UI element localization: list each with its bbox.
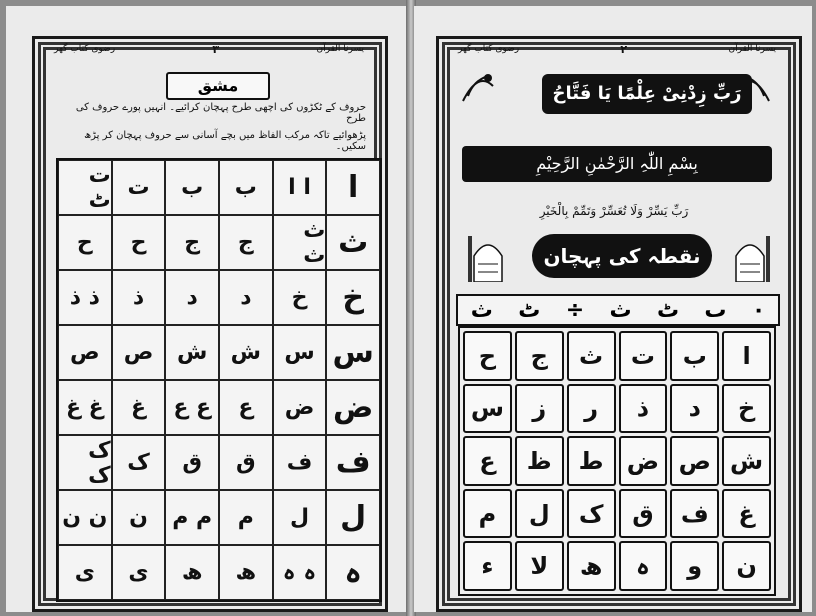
letter-cell: ش (722, 436, 771, 486)
right-page (414, 6, 812, 612)
letter-cell: ت (112, 160, 166, 215)
dots-strip (456, 294, 780, 326)
letter-cell: ث (567, 331, 616, 381)
mosque-dome-icon (734, 216, 774, 282)
dot-pattern: ÷ (565, 297, 585, 323)
letter-forms-grid (56, 158, 382, 602)
letter-cell: و (670, 541, 719, 591)
letter-cell: ن ن (58, 490, 112, 545)
letter-cell: ح (112, 215, 166, 270)
letter-cell: ص (112, 325, 166, 380)
letter-cell: ق (619, 489, 668, 539)
letter-cell: خ (722, 384, 771, 434)
section-title: نقطہ کی پہچان (532, 234, 712, 278)
letter-cell: ی (112, 545, 166, 600)
letter-cell: خ (326, 270, 380, 325)
page-number: ٣ (212, 42, 220, 56)
letter-cell: ذ ذ (58, 270, 112, 325)
letter-cell: ز (515, 384, 564, 434)
mosque-dome-icon (464, 216, 504, 282)
letter-cell: غ (112, 380, 166, 435)
letter-cell: ظ (515, 436, 564, 486)
instruction-line: حروف کے ٹکڑوں کی اچھی طرح پہچان کرائیے۔ انہیں پورے حروف کی طرح (75, 102, 366, 124)
letter-cell: ی (58, 545, 112, 600)
letter-cell: ض (326, 380, 380, 435)
letter-cell: ب (219, 160, 273, 215)
letter-cell: ث ث (273, 215, 327, 270)
letter-cell: ص (58, 325, 112, 380)
letter-cell: ا (722, 331, 771, 381)
letter-cell: ا ا (273, 160, 327, 215)
letter-cell: ل (515, 489, 564, 539)
header-left-text: رضوی کتاب گھر (54, 44, 116, 54)
letter-cell: ح (463, 331, 512, 381)
letter-cell: ع (463, 436, 512, 486)
letter-cell: ء (463, 541, 512, 591)
letter-cell: ل (326, 490, 380, 545)
left-page-header (54, 42, 364, 56)
letter-cell: ض (619, 436, 668, 486)
exercise-title: مشق (166, 72, 270, 100)
letter-cell: لا (515, 541, 564, 591)
letter-cell: د (165, 270, 219, 325)
letter-cell: ک (112, 435, 166, 490)
letter-cell: ث (326, 215, 380, 270)
instruction-line: پڑھوائیے تاکہ مرکب الفاظ میں بچے آسانی سے حروف پہچان کر پڑھ سکیں۔ (84, 130, 366, 152)
page-number: ٢ (620, 42, 628, 56)
letter-cell: ف (670, 489, 719, 539)
letter-cell: ہ (619, 541, 668, 591)
letter-cell: ق (219, 435, 273, 490)
letter-cell: ج (219, 215, 273, 270)
letter-cell: م (463, 489, 512, 539)
letter-cell: ہ (326, 545, 380, 600)
letter-cell: غ (722, 489, 771, 539)
dua-line: رَبِّ یَسِّرْ وَلَا تُعَسِّرْ وَتَمِّمْ بِالْخَیْرِ (539, 204, 689, 218)
letter-cell: ح (58, 215, 112, 270)
letter-cell: ج (165, 215, 219, 270)
letter-cell: ہ ہ (273, 545, 327, 600)
letter-cell: ف (326, 435, 380, 490)
letter-cell: ذ (112, 270, 166, 325)
letter-cell: ت (619, 331, 668, 381)
letter-cell: ع ع (165, 380, 219, 435)
letter-cell: غ غ (58, 380, 112, 435)
letter-cell: ل (273, 490, 327, 545)
letter-cell: ص (670, 436, 719, 486)
letter-cell: د (670, 384, 719, 434)
letter-cell: ط (567, 436, 616, 486)
header-right-text: یسرنا القرآن (728, 44, 776, 54)
letter-cell: ھ (165, 545, 219, 600)
letter-cell: ک ک (58, 435, 112, 490)
letter-cell: ب (165, 160, 219, 215)
letter-cell: ع (219, 380, 273, 435)
letter-cell: ذ (619, 384, 668, 434)
letter-cell: م (219, 490, 273, 545)
letter-cell: ض (273, 380, 327, 435)
dot-pattern: ث (609, 297, 632, 323)
dot-pattern: ٮ (704, 297, 727, 323)
letter-cell: ب (670, 331, 719, 381)
letter-cell: ش (165, 325, 219, 380)
letter-cell: ش (219, 325, 273, 380)
dot-pattern: ٠ (751, 297, 766, 323)
header-right-text: یسرنا القرآن (316, 44, 364, 54)
letter-cell: ا (326, 160, 380, 215)
letter-cell: س (273, 325, 327, 380)
dua-banner: رَبِّ زِدْنِیْ عِلْمًا یَا فَتَّاحُ (542, 74, 752, 114)
dot-pattern: ٹ (656, 297, 680, 323)
letter-cell: ت ٹ (58, 160, 112, 215)
right-page-header (458, 42, 776, 56)
dot-pattern: ٹ (518, 297, 541, 323)
dot-pattern: ث (470, 297, 493, 323)
letter-cell: ن (722, 541, 771, 591)
letter-cell: د (219, 270, 273, 325)
letter-cell: ق (165, 435, 219, 490)
letter-cell: ھ (567, 541, 616, 591)
letter-cell: ک (567, 489, 616, 539)
letter-cell: م م (165, 490, 219, 545)
bismillah-banner: بِسْمِ اللّٰہِ الرَّحْمٰنِ الرَّحِیْمِ (462, 146, 772, 182)
letter-cell: ف (273, 435, 327, 490)
letter-cell: ھ (219, 545, 273, 600)
letter-cell: ج (515, 331, 564, 381)
letter-cell: س (463, 384, 512, 434)
header-left-text: رضوی کتاب گھر (458, 44, 520, 54)
letter-cell: ر (567, 384, 616, 434)
letter-cell: ن (112, 490, 166, 545)
left-page (6, 6, 408, 612)
letter-cell: خ (273, 270, 327, 325)
floral-ornament-icon (458, 66, 498, 106)
letter-cell: س (326, 325, 380, 380)
alphabet-grid (458, 326, 776, 596)
